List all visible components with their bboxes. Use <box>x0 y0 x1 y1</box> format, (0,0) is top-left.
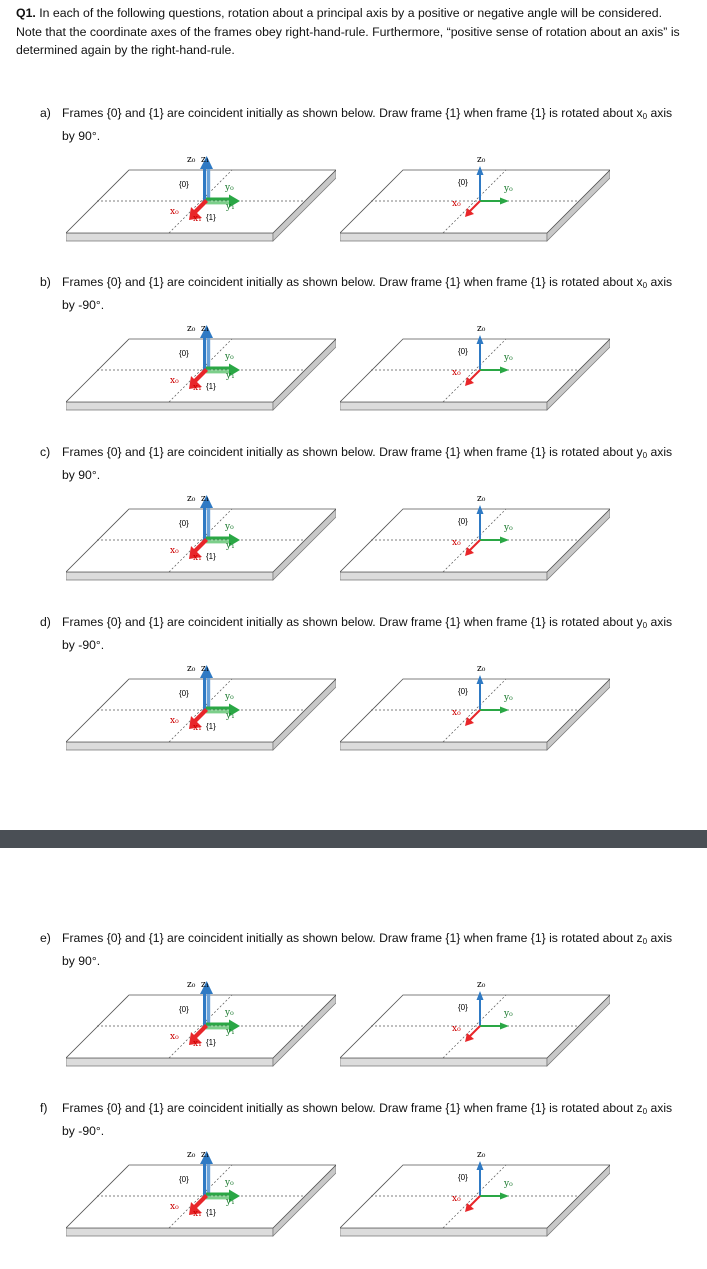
problem-c <box>0 443 707 613</box>
y1-label: y₁ <box>226 541 235 551</box>
plate-front-edge <box>66 572 273 580</box>
z0-label: z₀ <box>477 494 486 504</box>
y0-label: y₀ <box>225 183 234 193</box>
answer-frames <box>340 973 610 1088</box>
y0-label: y₀ <box>504 353 513 363</box>
plate-top <box>340 679 610 742</box>
frame-0-label: {0} <box>458 517 468 526</box>
plate-front-edge <box>340 742 547 750</box>
problem-a <box>0 104 707 274</box>
y0-label: y₀ <box>504 693 513 703</box>
rotation-axis: z <box>636 1101 643 1115</box>
problem-letter: b) <box>40 275 51 289</box>
z1-label: z₁ <box>201 494 210 504</box>
frame-0-label: {0} <box>458 687 468 696</box>
axis-subscript: 0 <box>642 937 648 946</box>
plate-front-edge <box>340 233 547 241</box>
y-axis-arrow <box>206 1193 230 1196</box>
target-frame-figure <box>340 317 610 427</box>
x0-label: x₀ <box>452 368 461 378</box>
plate-top <box>340 509 610 572</box>
axis-subscript: 0 <box>642 112 648 121</box>
problem-statement <box>62 443 682 485</box>
frame-0-label: {0} <box>458 347 468 356</box>
rotation-angle-text: axis by 90°. <box>62 106 673 143</box>
y0-label: y₀ <box>504 1009 513 1019</box>
initial-frames-figure <box>66 1143 336 1253</box>
z0-label: z₀ <box>477 980 486 990</box>
rotation-axis: x <box>636 106 643 120</box>
initial-frames-figure <box>66 317 336 427</box>
rotation-angle-text: axis by -90°. <box>62 275 673 312</box>
y0-label: y₀ <box>504 1179 513 1189</box>
question-intro <box>16 4 686 60</box>
z0-label: z₀ <box>477 1150 486 1160</box>
z0-label: z₀ <box>187 664 196 674</box>
x1-label: x₁ <box>193 1209 202 1219</box>
problem-statement <box>62 613 682 655</box>
problem-f <box>0 1099 707 1269</box>
x1-label: x₁ <box>193 723 202 733</box>
plate-front-edge <box>66 233 273 241</box>
rotation-angle-text: axis by -90°. <box>62 615 673 652</box>
x0-label: x₀ <box>170 1202 179 1212</box>
document-page-2 <box>0 848 707 1268</box>
axis-subscript: 0 <box>642 451 648 460</box>
z0-label: z₀ <box>477 324 486 334</box>
x1-label: x₁ <box>193 383 202 393</box>
z0-label: z₀ <box>187 324 196 334</box>
x0-label: x₀ <box>170 376 179 386</box>
rotation-angle-text: axis by 90°. <box>62 931 673 968</box>
z1-label: z₁ <box>201 664 210 674</box>
problem-letter: d) <box>40 615 51 629</box>
plate-top <box>340 170 610 233</box>
frame-0-label: {0} <box>458 1003 468 1012</box>
plate-top <box>340 1165 610 1228</box>
question-text: In each of the following questions, rotation about a principal axis by a positive or negative angle will be considered. Note that the coordinate axes of the frames obey right-hand-rule. Furthermore, “positive sense of rotation about an axis” is determined again by the right-hand-rule. <box>16 6 680 58</box>
answer-frames <box>340 657 610 772</box>
problem-statement <box>62 929 682 971</box>
z1-axis-arrow <box>207 677 210 711</box>
plate-front-edge <box>66 1228 273 1236</box>
y0-label: y₀ <box>225 692 234 702</box>
question-number: Q1. <box>16 6 36 20</box>
axis-subscript: 0 <box>642 621 648 630</box>
z0-label: z₀ <box>477 664 486 674</box>
frame-0-label: {0} <box>179 689 189 698</box>
plate-front-edge <box>340 1228 547 1236</box>
target-frame-figure <box>340 1143 610 1253</box>
z1-axis-arrow <box>207 507 210 541</box>
z-axis-arrow <box>203 507 206 541</box>
y-axis-arrow <box>206 707 230 710</box>
x1-label: x₁ <box>193 553 202 563</box>
z0-label: z₀ <box>187 980 196 990</box>
initial-frames-figure <box>66 148 336 258</box>
z-axis-arrow <box>203 677 206 711</box>
statement-text: Frames {0} and {1} are coincident initially as shown below. Draw frame {1} when frame {1} is rotated about <box>62 445 637 459</box>
plate-front-edge <box>340 402 547 410</box>
problem-e <box>0 929 707 1099</box>
answer-frames <box>340 148 610 263</box>
rotation-angle-text: axis by -90°. <box>62 1101 673 1138</box>
plate-front-edge <box>340 572 547 580</box>
frame-0-label: {0} <box>179 1005 189 1014</box>
frame-1-label: {1} <box>206 382 216 391</box>
x0-label: x₀ <box>170 716 179 726</box>
y1-label: y₁ <box>226 202 235 212</box>
frame-1-label: {1} <box>206 213 216 222</box>
answer-frames <box>340 1143 610 1258</box>
frame-1-label: {1} <box>206 1208 216 1217</box>
rotation-angle-text: axis by 90°. <box>62 445 673 482</box>
frame-0-label: {0} <box>458 178 468 187</box>
problem-statement <box>62 104 682 146</box>
statement-text: Frames {0} and {1} are coincident initially as shown below. Draw frame {1} when frame {1} is rotated about <box>62 931 637 945</box>
z-axis-arrow <box>203 1163 206 1197</box>
statement-text: Frames {0} and {1} are coincident initially as shown below. Draw frame {1} when frame {1} is rotated about <box>62 615 637 629</box>
target-frame-figure <box>340 657 610 767</box>
x0-label: x₀ <box>452 1024 461 1034</box>
frame-1-label: {1} <box>206 552 216 561</box>
initial-frames-figure <box>66 487 336 597</box>
problem-letter: a) <box>40 106 51 120</box>
frame-0-label: {0} <box>458 1173 468 1182</box>
z1-axis-arrow <box>207 993 210 1027</box>
axis-subscript: 0 <box>642 1107 648 1116</box>
statement-text: Frames {0} and {1} are coincident initially as shown below. Draw frame {1} when frame {1} is rotated about <box>62 106 637 120</box>
z0-label: z₀ <box>187 155 196 165</box>
problem-letter: c) <box>40 445 51 459</box>
z1-label: z₁ <box>201 1150 210 1160</box>
initial-frames <box>66 1143 336 1258</box>
y-axis-arrow <box>206 367 230 370</box>
z0-label: z₀ <box>187 494 196 504</box>
z1-label: z₁ <box>201 324 210 334</box>
x0-label: x₀ <box>452 199 461 209</box>
x0-label: x₀ <box>170 546 179 556</box>
y0-label: y₀ <box>225 1178 234 1188</box>
y-axis-arrow <box>206 537 230 540</box>
z-axis-arrow <box>203 337 206 371</box>
problem-b <box>0 273 707 443</box>
y0-label: y₀ <box>504 184 513 194</box>
rotation-axis: x <box>636 275 643 289</box>
answer-frames <box>340 317 610 432</box>
y1-label: y₁ <box>226 711 235 721</box>
x0-label: x₀ <box>452 538 461 548</box>
z1-axis-arrow <box>207 337 210 371</box>
plate-front-edge <box>66 742 273 750</box>
initial-frames <box>66 657 336 772</box>
plate-front-edge <box>66 1058 273 1066</box>
initial-frames-figure <box>66 973 336 1083</box>
y0-label: y₀ <box>225 352 234 362</box>
y0-label: y₀ <box>504 523 513 533</box>
statement-text: Frames {0} and {1} are coincident initially as shown below. Draw frame {1} when frame {1} is rotated about <box>62 275 637 289</box>
frame-1-label: {1} <box>206 722 216 731</box>
y-axis-arrow <box>206 198 230 201</box>
z0-label: z₀ <box>187 1150 196 1160</box>
statement-text: Frames {0} and {1} are coincident initially as shown below. Draw frame {1} when frame {1} is rotated about <box>62 1101 637 1115</box>
rotation-axis: z <box>636 931 643 945</box>
plate-front-edge <box>340 1058 547 1066</box>
axis-subscript: 0 <box>642 281 648 290</box>
page-divider <box>0 830 707 848</box>
z-axis-arrow <box>203 993 206 1027</box>
x0-label: x₀ <box>170 1032 179 1042</box>
frame-0-label: {0} <box>179 349 189 358</box>
x0-label: x₀ <box>452 708 461 718</box>
initial-frames-figure <box>66 657 336 767</box>
problem-letter: f) <box>40 1101 48 1115</box>
rotation-axis: y <box>636 445 643 459</box>
problem-letter: e) <box>40 931 51 945</box>
z0-label: z₀ <box>477 155 486 165</box>
target-frame-figure <box>340 487 610 597</box>
target-frame-figure <box>340 973 610 1083</box>
frame-1-label: {1} <box>206 1038 216 1047</box>
x0-label: x₀ <box>452 1194 461 1204</box>
y-axis-arrow <box>206 1023 230 1026</box>
x1-label: x₁ <box>193 1039 202 1049</box>
z1-label: z₁ <box>201 155 210 165</box>
x0-label: x₀ <box>170 207 179 217</box>
y0-label: y₀ <box>225 522 234 532</box>
plate-top <box>340 995 610 1058</box>
z1-axis-arrow <box>207 1163 210 1197</box>
z1-axis-arrow <box>207 168 210 202</box>
y1-label: y₁ <box>226 1197 235 1207</box>
answer-frames <box>340 487 610 602</box>
plate-front-edge <box>66 402 273 410</box>
y1-label: y₁ <box>226 1027 235 1037</box>
y0-label: y₀ <box>225 1008 234 1018</box>
frame-0-label: {0} <box>179 180 189 189</box>
initial-frames <box>66 487 336 602</box>
z-axis-arrow <box>203 168 206 202</box>
problem-statement <box>62 1099 682 1141</box>
initial-frames <box>66 317 336 432</box>
plate-top <box>340 339 610 402</box>
z1-label: z₁ <box>201 980 210 990</box>
initial-frames <box>66 148 336 263</box>
rotation-axis: y <box>636 615 643 629</box>
initial-frames <box>66 973 336 1088</box>
problem-statement <box>62 273 682 315</box>
frame-0-label: {0} <box>179 519 189 528</box>
frame-0-label: {0} <box>179 1175 189 1184</box>
y1-label: y₁ <box>226 371 235 381</box>
x1-label: x₁ <box>193 214 202 224</box>
problem-d <box>0 613 707 783</box>
target-frame-figure <box>340 148 610 258</box>
